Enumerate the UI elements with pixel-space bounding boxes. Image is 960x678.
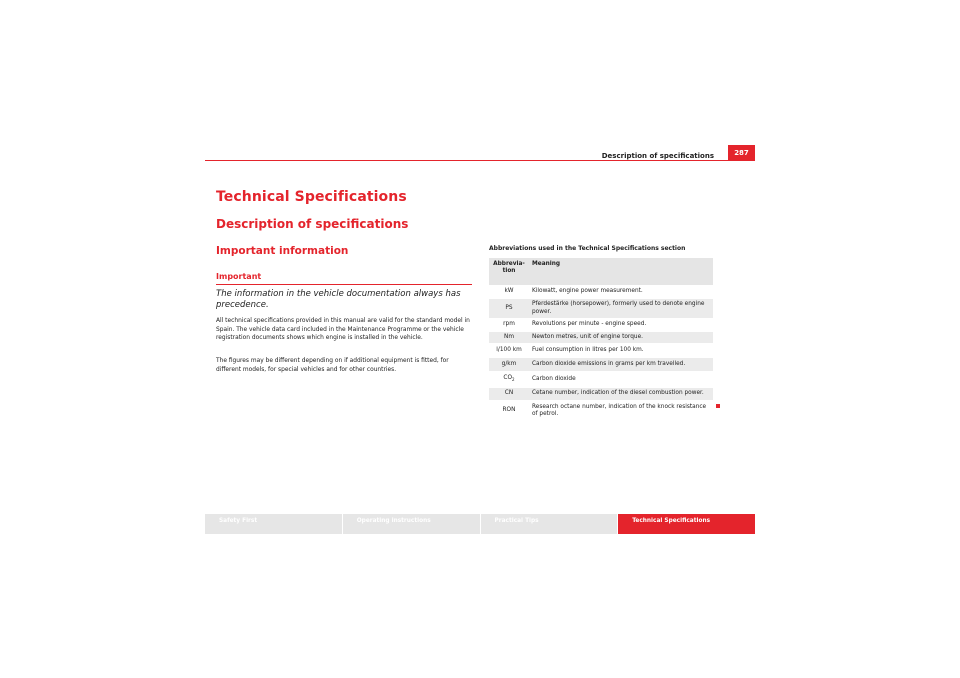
section-title: Description of specifications: [216, 217, 409, 231]
important-note-label: Important: [216, 272, 262, 281]
table-row: [489, 285, 713, 299]
table-row: [489, 332, 713, 343]
abbreviation-cell: Nm: [489, 332, 529, 343]
table-body: [489, 285, 713, 422]
table-row: [489, 371, 713, 388]
abbreviation-subscript: 2: [512, 377, 515, 383]
abbreviations-table: [489, 258, 713, 422]
page-number-badge: 287: [728, 145, 755, 161]
meaning-cell: Pferdestärke (horsepower), formerly used to denote engine power.: [529, 299, 713, 318]
body-paragraph: All technical specifications provided in this manual are valid for the standard model in Spain. The vehicle data card included in the Maintenance Programme or the vehicle registration documents shows which engine is installed in the vehicle.: [216, 318, 470, 342]
tab-practical-tips[interactable]: Practical Tips: [481, 514, 619, 534]
table-row: [489, 318, 713, 332]
important-note-divider: [216, 284, 472, 285]
table-row: [489, 358, 713, 371]
meaning-cell: Kilowatt, engine power measurement.: [529, 285, 713, 299]
abbreviation-cell: rpm: [489, 318, 529, 332]
meaning-cell: Fuel consumption in litres per 100 km.: [529, 343, 713, 358]
tab-technical-specifications[interactable]: Technical Specifications: [618, 514, 755, 534]
running-header-title: Description of specifications: [601, 152, 714, 160]
body-paragraph: The figures may be different depending on if additional equipment is fitted, for different models, for special vehicles and for other countries.: [216, 358, 449, 373]
section-end-marker: [716, 404, 720, 408]
abbreviation-cell: $CO_2$: [489, 371, 529, 388]
abbreviation-cell: l/100 km: [489, 343, 529, 358]
meaning-cell: Carbon dioxide: [529, 371, 713, 388]
meaning-cell: Carbon dioxide emissions in grams per km travelled.: [529, 358, 713, 371]
table-row: [489, 400, 713, 422]
abbreviation-cell: PS: [489, 299, 529, 318]
abbreviation-cell: kW: [489, 285, 529, 299]
meaning-cell: Research octane number, indication of the knock resistance of petrol.: [529, 400, 713, 422]
header-divider: [205, 160, 755, 161]
meaning-cell: Cetane number, indication of the diesel combustion power.: [529, 388, 713, 400]
table-row: [489, 299, 713, 318]
important-note-text: The information in the vehicle documentation always has precedence.: [216, 289, 461, 310]
abbreviation-cell: CN: [489, 388, 529, 400]
chapter-title: Technical Specifications: [216, 189, 407, 205]
table-header-row: [489, 258, 713, 285]
tab-safety-first[interactable]: Safety First: [205, 514, 343, 534]
meaning-cell: Newton metres, unit of engine torque.: [529, 332, 713, 343]
table-row: [489, 343, 713, 358]
abbreviations-table-title: Abbreviations used in the Technical Specifications section: [489, 245, 686, 252]
column-header-abbreviation: Abbrevia-tion: [489, 258, 529, 285]
meaning-cell: Revolutions per minute - engine speed.: [529, 318, 713, 332]
abbreviation-cell: g/km: [489, 358, 529, 371]
footer-navigation: [205, 514, 755, 534]
subsection-title: Important information: [216, 245, 349, 257]
abbreviation-cell: RON: [489, 400, 529, 422]
column-header-meaning: Meaning: [529, 258, 713, 285]
table-row: [489, 388, 713, 400]
tab-operating-instructions[interactable]: Operating instructions: [343, 514, 481, 534]
